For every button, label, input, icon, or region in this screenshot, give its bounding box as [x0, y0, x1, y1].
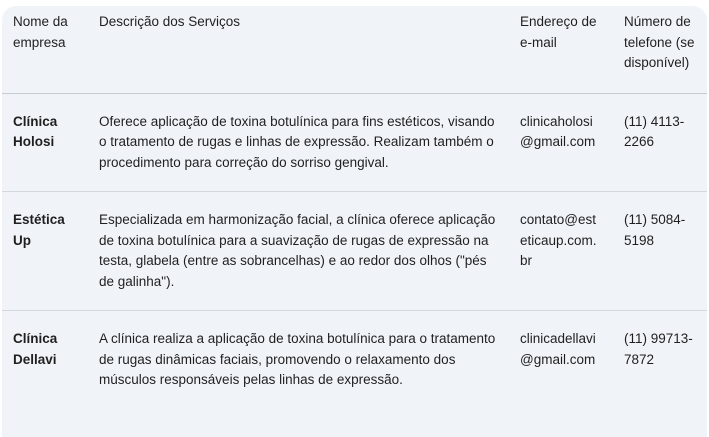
companies-table: [2, 6, 707, 409]
table-row: [2, 93, 707, 192]
company-description: A clínica realiza a aplicação de toxina botulínica para o tratamento de rugas dinâmicas faciais, promovendo o relaxamento dos músculos responsáveis pelas linhas de expressão.: [99, 331, 496, 387]
company-email[interactable]: clinicadellavi@gmail.com: [520, 331, 596, 367]
company-name: Clínica Dellavi: [13, 331, 58, 367]
company-name: Clínica Holosi: [13, 113, 58, 149]
companies-table-card: [2, 6, 707, 437]
header-phone: Número de telefone (se disponível): [624, 14, 695, 70]
table-row: [2, 311, 707, 409]
table-header-row: [2, 6, 707, 93]
company-description: Oferece aplicação de toxina botulínica para fins estéticos, visando o tratamento de rugas e linhas de expressão. Realizam também o procedimento para correção do sorriso gengival.: [99, 113, 495, 170]
header-email: Endereço de e-mail: [520, 14, 597, 50]
company-email[interactable]: contato@esteticaup.com.br: [520, 212, 597, 268]
header-description: Descrição dos Serviços: [99, 14, 241, 29]
company-name: Estética Up: [13, 212, 65, 248]
company-email[interactable]: clinicaholosi@gmail.com: [520, 113, 596, 149]
header-company-name: Nome da empresa: [13, 14, 68, 50]
company-phone[interactable]: (11) 4113-2266: [624, 113, 685, 149]
table-row: [2, 192, 707, 311]
company-description: Especializada em harmonização facial, a clínica oferece aplicação de toxina botulínica para a suavização de rugas de expressão na testa, glabela (entre as sobrancelhas) e ao redor dos olhos ("pés de galinha").: [99, 212, 496, 289]
company-phone[interactable]: (11) 5084-5198: [624, 212, 686, 248]
company-phone[interactable]: (11) 99713-7872: [624, 331, 693, 367]
